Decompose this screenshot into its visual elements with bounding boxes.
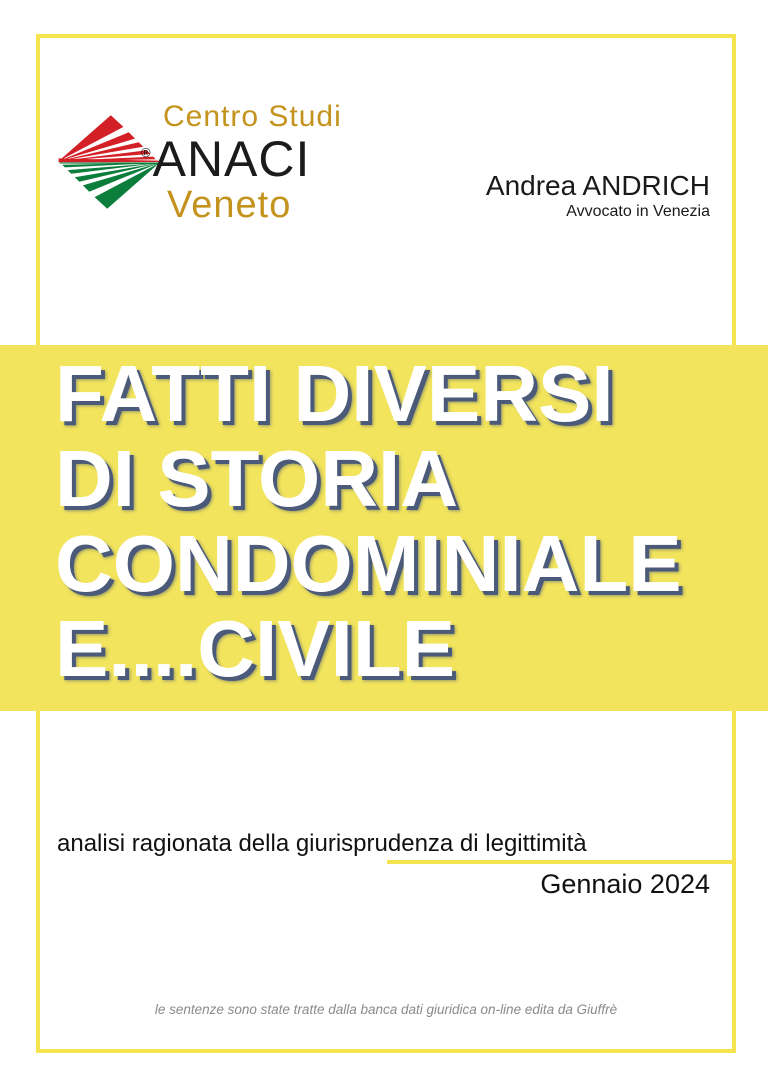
logo-veneto-label: Veneto [167,184,292,226]
date-text: Gennaio 2024 [540,869,710,899]
title-line-1: FATTI DIVERSI [55,349,614,438]
logo-anaci-text: ANACI [152,131,311,187]
logo-centro-studi-label: Centro Studi [163,100,342,133]
anaci-logo [55,100,342,226]
divider-line [387,860,732,864]
title-banner [0,345,768,711]
document-title [0,345,768,691]
title-line-2: DI STORIA [55,434,459,523]
footnote-text: le sentenze sono state tratte dalla banca dati giuridica on-line edita da Giuffrè [154,1002,618,1017]
registered-trademark-symbol: ® [141,145,152,160]
author-block [486,170,710,221]
title-line-3: CONDOMINIALE [55,519,682,608]
subtitle-text: analisi ragionata della giurisprudenza di legittimità [57,830,587,857]
title-line-4: E....CIVILE [55,604,456,693]
author-role: Avvocato in Venezia [566,203,710,220]
logo-anaci-label [141,131,342,187]
author-name: Andrea ANDRICH [485,170,710,201]
